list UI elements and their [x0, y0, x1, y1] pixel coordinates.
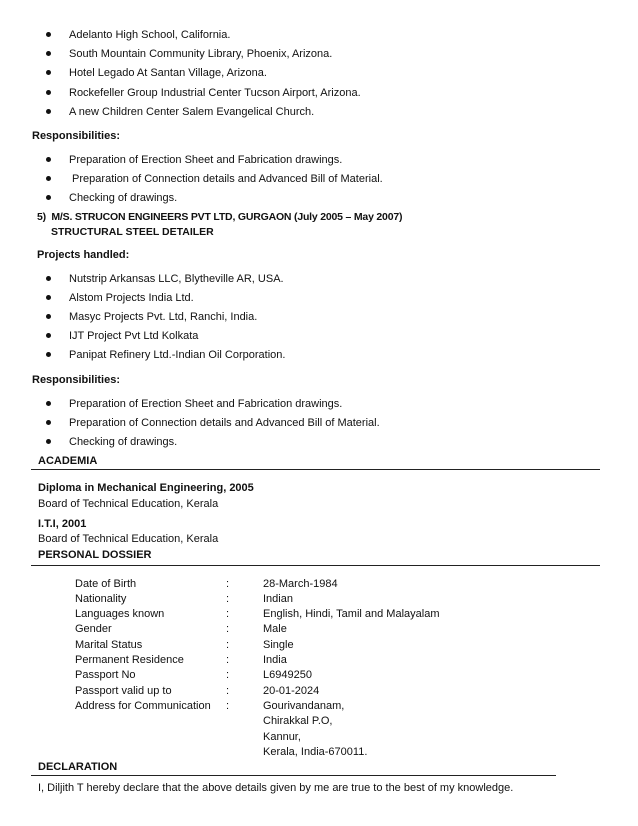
responsibilities-heading: Responsibilities:	[32, 130, 121, 142]
section-divider	[31, 565, 600, 566]
bullet-icon	[46, 195, 51, 200]
dossier-label: Marital Status	[75, 639, 143, 651]
responsibilities-heading: Responsibilities:	[32, 374, 121, 386]
address-line: Chirakkal P.O,	[263, 715, 333, 727]
section-heading-declaration: DECLARATION	[38, 761, 118, 773]
bullet-icon	[46, 314, 51, 319]
dossier-label: Nationality	[75, 593, 127, 605]
bullet-icon	[46, 276, 51, 281]
bullet-icon	[46, 295, 51, 300]
bullet-icon	[46, 70, 51, 75]
dossier-label: Passport No	[75, 669, 136, 681]
section-heading-dossier: PERSONAL DOSSIER	[38, 549, 152, 561]
bullet-icon	[46, 401, 51, 406]
resume-page: Adelanto High School, California. South Mountain Community Library, Phoenix, Arizona. Hotel Legado At Santan Village, Arizona. Rockefeller Group Industrial Center Tucson Airport, Arizona. A new Children Center Salem Evangelical Church. Responsibilities: Preparation of Erection Sheet and Fabrication drawings. Preparation of Connection details and Advanced Bill of Material. Checking of drawings. 5) M/S. STRUCON ENGINEERS PVT LTD, GURGAON (July 2005 – May 2007) STRUCTURAL STEEL DETAILER Projects handled: Nutstrip Arkansas LLC, Blytheville AR, USA. Alstom Projects India Ltd. Masyc Projects Pvt. Ltd, Ranchi, India. IJT Project Pvt Ltd Kolkata Panipat Refinery Ltd.-Indian Oil Corporation. Responsibilities: Preparation of Erection Sheet and Fabrication drawings. Preparation of Connection details and Advanced Bill of Material. Checking of drawings. ACADEMIA Diploma in Mechanical Engineering, 2005 Board of Technical Education, Kerala I.T.I, 2001 Board of Technical Education, Kerala PERSONAL DOSSIER Date of Birth : 28-March-1984 Nationality : Indian Languages known : English, Hindi, Tamil and Malayalam Gender : Male Marital Status : Single Permanent Residence : India Passport No : L6949250 Passport valid up to : 20-01-2024 Address for Communication : Gourivandanam, Chirakkal P.O, Kannur, Kerala, India-670011. DECLARATION I, Diljith T hereby declare that the above details given by me are true to the best of my knowledge.	[0, 0, 638, 826]
projects-handled-heading: Projects handled:	[37, 249, 130, 261]
bullet-icon	[46, 333, 51, 338]
education-title: I.T.I, 2001	[38, 518, 87, 530]
dossier-separator: :	[226, 593, 230, 605]
education-board: Board of Technical Education, Kerala	[38, 533, 219, 545]
dossier-separator: :	[226, 685, 230, 697]
section-divider	[31, 469, 600, 470]
dossier-value: Male	[263, 623, 287, 635]
dossier-value: Indian	[263, 593, 293, 605]
section-divider	[31, 775, 556, 776]
dossier-separator: :	[226, 669, 230, 681]
section-heading-academia: ACADEMIA	[38, 455, 98, 467]
dossier-label: Date of Birth	[75, 578, 137, 590]
dossier-separator: :	[226, 578, 230, 590]
dossier-value: 20-01-2024	[263, 685, 320, 697]
bullet-icon	[46, 176, 51, 181]
dossier-separator: :	[226, 623, 230, 635]
dossier-label: Passport valid up to	[75, 685, 172, 697]
job-role: STRUCTURAL STEEL DETAILER	[51, 226, 214, 238]
bullet-icon	[46, 90, 51, 95]
bullet-icon	[46, 109, 51, 114]
dossier-separator: :	[226, 639, 230, 651]
dossier-value: L6949250	[263, 669, 312, 681]
bullet-icon	[46, 439, 51, 444]
bullet-icon	[46, 51, 51, 56]
dossier-label: Gender	[75, 623, 112, 635]
dossier-label: Address for Communication	[75, 700, 211, 712]
education-title: Diploma in Mechanical Engineering, 2005	[38, 482, 254, 494]
dossier-value: India	[263, 654, 287, 666]
bullet-icon	[46, 352, 51, 357]
dossier-label: Languages known	[75, 608, 165, 620]
dossier-value: Single	[263, 639, 294, 651]
address-line: Kannur,	[263, 731, 301, 743]
bullet-icon	[46, 32, 51, 37]
dossier-separator: :	[226, 654, 230, 666]
bullet-icon	[46, 157, 51, 162]
dossier-value: 28-March-1984	[263, 578, 338, 590]
dossier-label: Permanent Residence	[75, 654, 184, 666]
dossier-value: Gourivandanam,	[263, 700, 345, 712]
dossier-separator: :	[226, 700, 230, 712]
job-title-line: 5) M/S. STRUCON ENGINEERS PVT LTD, GURGAON (July 2005 – May 2007)	[37, 211, 403, 223]
education-board: Board of Technical Education, Kerala	[38, 498, 219, 510]
address-line: Kerala, India-670011.	[263, 746, 368, 758]
dossier-separator: :	[226, 608, 230, 620]
bullet-icon	[46, 420, 51, 425]
declaration-text: I, Diljith T hereby declare that the above details given by me are true to the best of my knowledge.	[38, 782, 514, 794]
dossier-value: English, Hindi, Tamil and Malayalam	[263, 608, 440, 620]
